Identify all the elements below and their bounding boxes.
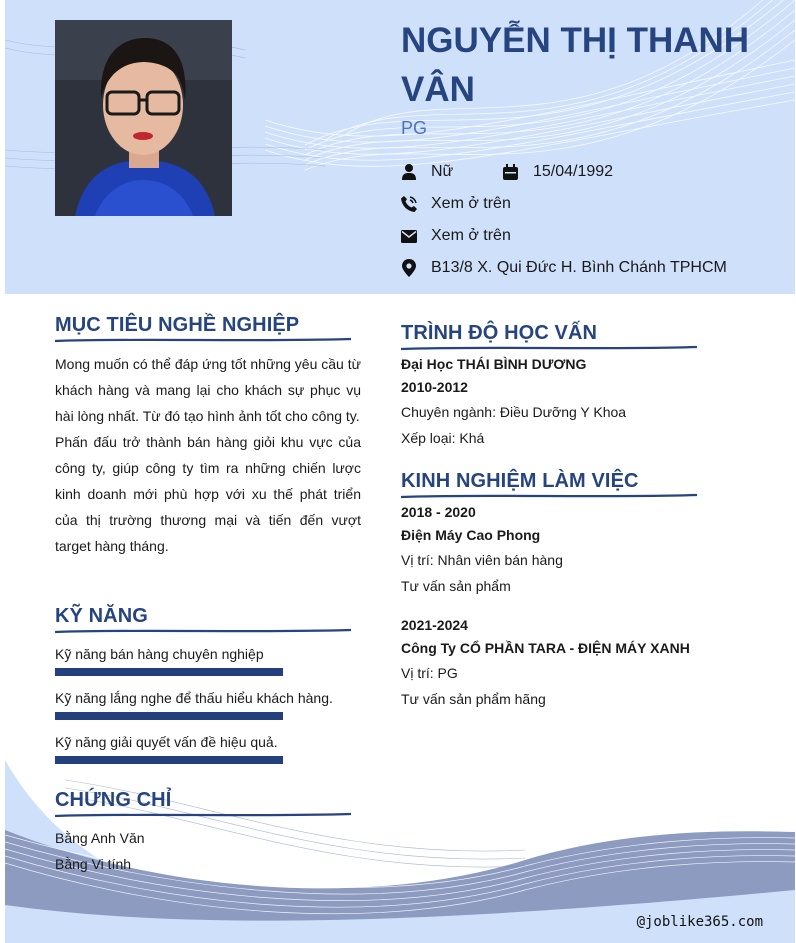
objective-paragraph-1: Mong muốn có thể đáp ứng tốt những yêu cầu từ khách hàng và mang lại cho khách sự phục vụ hài lòng nhất. Từ đó tạo hình ảnh tốt cho công ty. (55, 356, 361, 424)
education-underline (401, 344, 697, 352)
skill-level-bar (55, 668, 283, 676)
job-position: Vị trí: PG (401, 665, 458, 681)
objective-underline (55, 336, 351, 344)
education-title: TRÌNH ĐỘ HỌC VẤN (401, 322, 598, 344)
email-value: Xem ở trên (431, 227, 511, 244)
gender-value: Nữ (431, 163, 454, 180)
objective-title: MỤC TIÊU NGHỀ NGHIỆP (55, 314, 300, 336)
address-row (401, 256, 727, 280)
dob-value: 15/04/1992 (533, 163, 614, 180)
job-duty: Tư vấn sản phẩm hãng (401, 691, 546, 707)
objective-paragraph-2: Phấn đấu trở thành bán hàng giỏi khu vực của công ty, giúp công ty tìm ra những chiến lược kinh doanh mới phù hợp với xu thế phát triển của thị trường thương mại và tiến đến vượt target hàng tháng. (55, 434, 361, 554)
profile-photo (55, 20, 232, 216)
candidate-role: PG (401, 118, 428, 138)
job-company: Điện Máy Cao Phong (401, 527, 541, 543)
certificate-item: Bằng Vi tính (55, 856, 132, 872)
address-value: B13/8 X. Qui Đức H. Bình Chánh TPHCM (431, 259, 727, 276)
candidate-name: NGUYỄN THỊ THANH VÂN (401, 21, 750, 109)
map-pin-icon (401, 259, 417, 277)
job-position: Vị trí: Nhân viên bán hàng (401, 552, 563, 568)
certificates-underline (55, 811, 351, 819)
dob-row (502, 160, 613, 184)
job-years: 2021-2024 (401, 617, 468, 633)
phone-row (401, 192, 511, 216)
experience-title: KINH NGHIỆM LÀM VIỆC (401, 470, 639, 492)
education-years: 2010-2012 (401, 379, 468, 395)
job-years: 2018 - 2020 (401, 504, 476, 520)
education-major: Chuyên ngành: Điều Dưỡng Y Khoa (401, 404, 627, 420)
phone-value: Xem ở trên (431, 195, 511, 212)
header (5, 0, 795, 294)
skill-level-bar (55, 756, 283, 764)
user-icon (401, 163, 417, 181)
objective-body (55, 351, 361, 559)
certificates-title: CHỨNG CHỈ (55, 789, 172, 811)
envelope-icon (401, 227, 417, 245)
gender-row (401, 160, 453, 184)
resume-page (5, 0, 795, 943)
skills-underline (55, 627, 351, 635)
job-duty: Tư vấn sản phẩm (401, 578, 511, 594)
email-row (401, 224, 511, 248)
skill-level-bar (55, 712, 283, 720)
skill-item: Kỹ năng giải quyết vấn đề hiệu quả. (55, 734, 278, 750)
watermark-text: @joblike365.com (636, 914, 763, 930)
education-grade: Xếp loại: Khá (401, 430, 485, 446)
calendar-icon (502, 163, 518, 181)
experience-underline (401, 492, 697, 500)
certificate-item: Bằng Anh Văn (55, 830, 145, 846)
skill-item: Kỹ năng lắng nghe để thấu hiểu khách hàng. (55, 690, 333, 706)
skill-item: Kỹ năng bán hàng chuyên nghiệp (55, 646, 264, 662)
skills-title: KỸ NĂNG (55, 605, 148, 627)
phone-icon (401, 195, 417, 213)
job-company: Công Ty CỔ PHẦN TARA - ĐIỆN MÁY XANH (401, 640, 690, 656)
education-school: Đại Học THÁI BÌNH DƯƠNG (401, 356, 587, 372)
